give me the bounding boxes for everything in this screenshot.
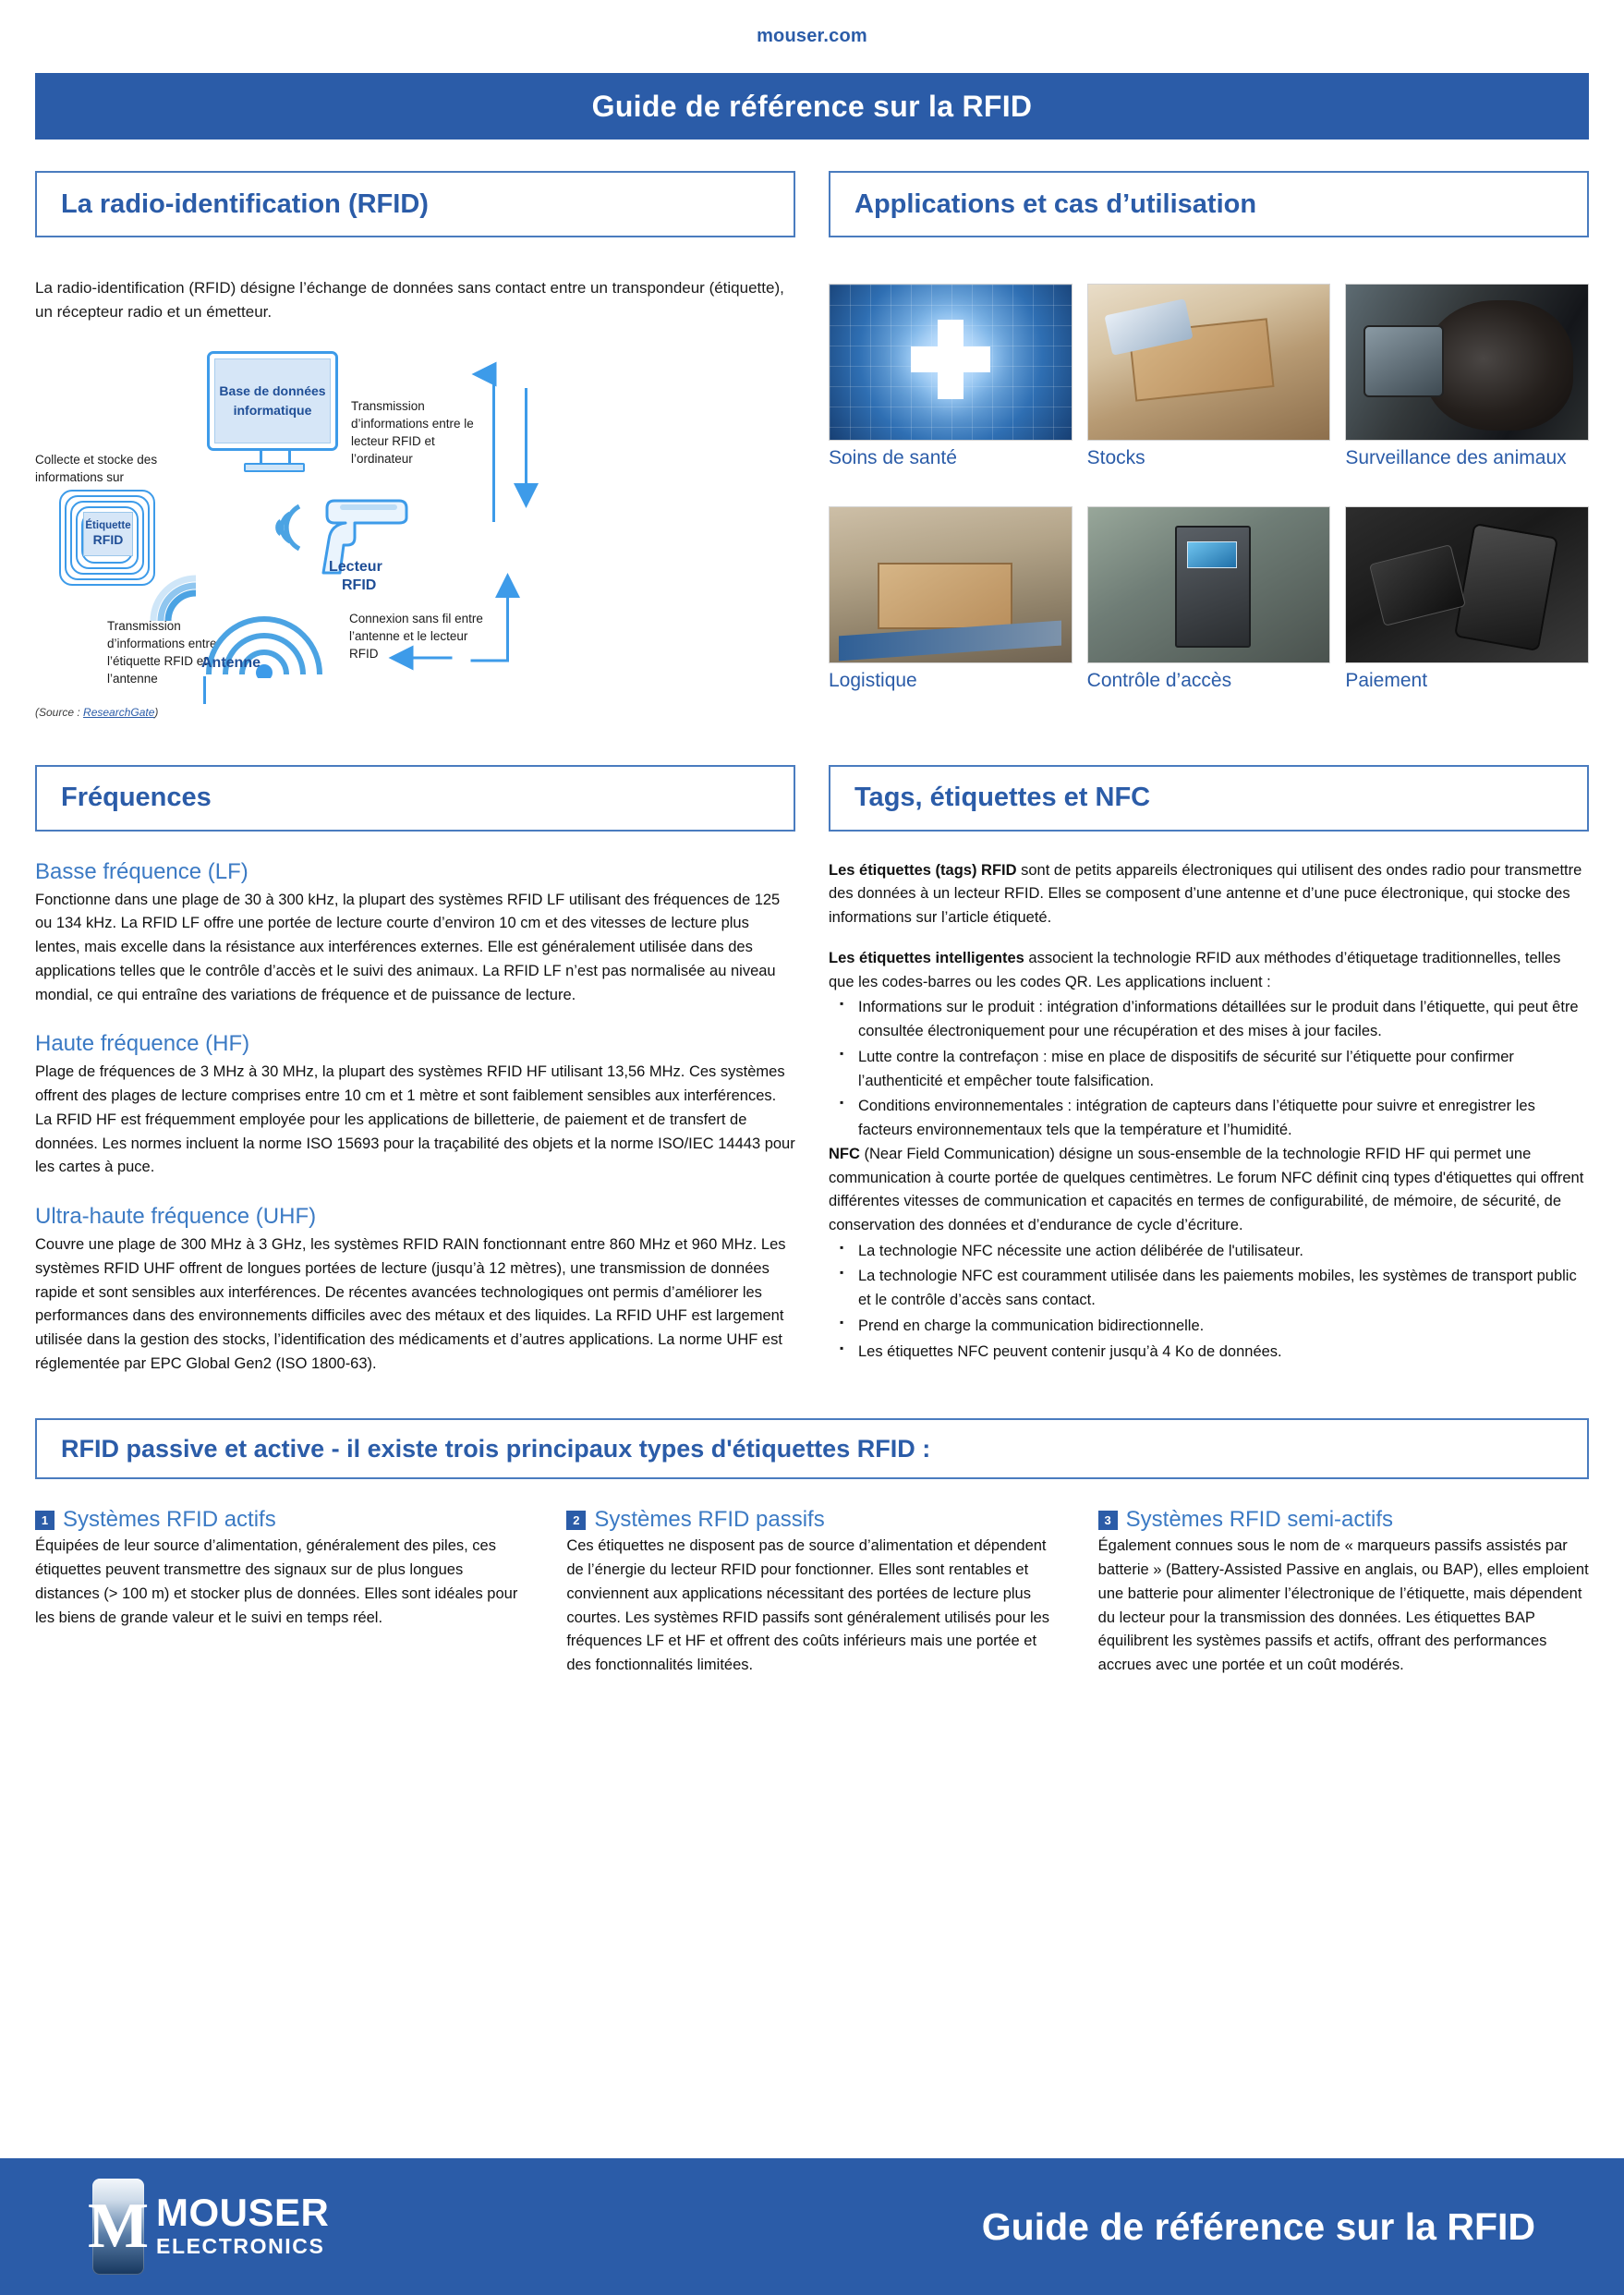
database-screen <box>214 358 331 443</box>
mouser-logo-mark-icon: M <box>92 2179 144 2275</box>
application-label: Soins de santé <box>829 447 957 468</box>
tags-nfc-section-title: Tags, étiquettes et NFC <box>854 783 1151 813</box>
type-header-passive <box>566 1507 1057 1533</box>
tags-nfc-section-header <box>829 765 1589 832</box>
application-label: Surveillance des animaux <box>1345 447 1567 468</box>
type-title: Systèmes RFID passifs <box>594 1507 825 1533</box>
frequencies-section-header <box>35 765 795 832</box>
page-title: Guide de référence sur la RFID <box>591 89 1033 123</box>
list-item: ▪ Lutte contre la contrefaçon : mise en place de dispositifs de sécurité sur l’étiquette pour confirmer l’authenticité et empêcher toute falsification. <box>829 1046 1589 1093</box>
antenna-mast <box>203 676 206 704</box>
type-number-badge: 3 <box>1098 1511 1118 1530</box>
diagram-source-note <box>35 706 158 719</box>
smart-tag-bullets <box>829 996 1589 1142</box>
source-suffix: ) <box>154 705 159 719</box>
logistics-photo <box>829 506 1073 663</box>
reader-label <box>329 558 382 597</box>
access-control-photo <box>1087 506 1331 663</box>
application-card-logistics <box>829 506 1073 694</box>
frequency-title-hf: Haute fréquence (HF) <box>35 1031 250 1057</box>
mouser-logo-subtitle: ELECTRONICS <box>156 2234 325 2259</box>
nfc-bold: NFC <box>829 1145 860 1162</box>
top-columns <box>35 171 1589 721</box>
type-number-badge: 2 <box>566 1511 586 1530</box>
list-item: ▪ La technologie NFC est couramment utilisée dans les paiements mobiles, les systèmes de transport public et le contrôle d’accès sans contact. <box>829 1265 1589 1312</box>
mouser-logo-name: MOUSER <box>156 2190 330 2234</box>
application-label: Stocks <box>1086 447 1145 468</box>
page-footer <box>0 2158 1624 2295</box>
rfid-tag-icon <box>59 490 155 586</box>
application-label: Logistique <box>829 670 917 691</box>
frequency-text-uhf: Couvre une plage de 300 MHz à 3 GHz, les systèmes RFID RAIN fonctionnant entre 860 MHz et 960 MHz. Les systèmes RFID UHF offrent de longues portées de lecture (jusqu’à 12 mètres), une transmission de données rapide et sont sensibles aux interférences. De récentes avancées technologiques ont permis d’améliorer les performances dans des environnements difficiles avec des métaux et des liquides. La RFID UHF est largement utilisée dans la gestion des stocks, l’identification des médicaments et d’autres applications. La norme UHF est réglementée par EPC Global Gen2 (ISO 1800-63). <box>35 1236 786 1372</box>
monitor-stand-icon <box>207 451 338 471</box>
note-collect-store: Collecte et stocke des informations sur <box>35 452 158 484</box>
types-section-title: RFID passive et active - il existe trois principaux types d'étiquettes RFID : <box>61 1434 931 1463</box>
mid-columns <box>35 765 1589 1377</box>
application-label: Paiement <box>1345 670 1428 691</box>
type-text: Équipées de leur source d’alimentation, généralement des piles, ces étiquettes peuvent transmettre des signaux sur de plus longues distances (> 100 m) et stocker plus de données. Elles sont idéales pour les biens de grande valeur et le suivi en temps réel. <box>35 1537 518 1626</box>
mouser-logo-text <box>156 2190 330 2260</box>
footer-title: Guide de référence sur la RFID <box>981 2204 1535 2248</box>
application-card-access <box>1087 506 1331 694</box>
application-label: Contrôle d’accès <box>1086 670 1232 691</box>
types-section-header <box>35 1418 1589 1479</box>
rfid-diagram <box>35 333 795 721</box>
database-monitor-icon <box>207 351 338 451</box>
type-text: Ces étiquettes ne disposent pas de source d’alimentation et dépendent de l’énergie du lecteur RFID pour fonctionner. Elles sont rentables et conviennent aux applications nécessitant des portées de lecture plus courtes. Les systèmes RFID passifs sont généralement utilisés pour les fréquences LF et HF et offrent des coûts inférieurs mais une portée et des fonctionnalités limitées. <box>566 1537 1050 1674</box>
database-label-line2: informatique <box>233 402 312 418</box>
type-column-active <box>35 1507 526 1677</box>
frequency-text-hf: Plage de fréquences de 3 MHz à 30 MHz, la plupart des systèmes RFID HF utilisant 13,56 MHz. Ces systèmes offrent des plages de lecture comprises entre 10 cm et 1 mètre et sont faiblement sensibles aux interférences. La RFID HF est fréquemment employée pour les applications de billetterie, de paiement et de transfert de données. Les normes incluent la norme ISO 15693 pour la traçabilité des objets et la norme ISO/IEC 14443 pour les cartes à puce. <box>35 1063 795 1176</box>
frequencies-section-title: Fréquences <box>61 783 212 813</box>
application-card-payment <box>1345 506 1589 694</box>
reader-signal-waves-icon <box>268 501 307 554</box>
nfc-paragraph <box>829 1143 1589 1238</box>
tags-nfc-column <box>829 765 1589 1377</box>
types-columns <box>35 1507 1589 1677</box>
list-item: ▪ Informations sur le produit : intégration d’informations détaillées sur le produit dans l’étiquette, qui peut être consultée électroniquement pour une récupération et des mises à jour faciles. <box>829 996 1589 1043</box>
mouser-logo <box>87 2179 330 2275</box>
application-card-healthcare <box>829 284 1073 495</box>
tags-paragraph-2 <box>829 947 1589 994</box>
reader-label-line2: RFID <box>342 577 377 594</box>
rfid-intro-text: La radio-identification (RFID) désigne l’échange de données sans contact entre un transpondeur (étiquette), un récepteur radio et un émetteur. <box>35 279 784 322</box>
frequency-text-lf: Fonctionne dans une plage de 30 à 300 kHz, la plupart des systèmes RFID LF utilisant des fréquences de 125 ou 134 kHz. La RFID LF offre une portée de lecture courte d’environ 10 cm et des vitesses de lecture plus lentes, mais excelle dans la résistance aux interférences externes. Elle est généralement utilisée dans des applications telles que le contrôle d’accès et le suivi des animaux. La RFID LF n’est pas normalisée au niveau mondial, ce qui entraîne des variations de fréquence et de puissance de lecture. <box>35 891 781 1003</box>
application-card-inventory <box>1087 284 1331 495</box>
tags-p1-rest: sont de petits appareils électroniques qui utilisent des ondes radio pour transmettre des données à un lecteur RFID. Elles se composent d’une antenne et d’une puce électronique, qui stocke des informations sur l’article étiqueté. <box>829 861 1582 927</box>
applications-section-header <box>829 171 1589 237</box>
type-header-semi-active <box>1098 1507 1589 1533</box>
rfid-section-title: La radio-identification (RFID) <box>61 188 429 219</box>
database-label-line1: Base de données <box>219 383 326 399</box>
list-item: ▪ La technologie NFC nécessite une action délibérée de l'utilisateur. <box>829 1240 1589 1264</box>
healthcare-photo <box>829 284 1073 441</box>
inventory-photo <box>1087 284 1331 441</box>
type-title: Systèmes RFID semi-actifs <box>1125 1507 1394 1533</box>
tags-p2-rest: associent la technologie RFID aux méthodes d’étiquetage traditionnelles, telles que les codes-barres ou les codes QR. Les applications incluent : <box>829 949 1561 990</box>
frequency-title-uhf: Ultra-haute fréquence (UHF) <box>35 1204 317 1230</box>
nfc-bullets <box>829 1240 1589 1365</box>
note-tag-antenna: Transmission d’informations entre l’étiquette RFID et l’antenne <box>107 618 217 686</box>
rfid-section-header <box>35 171 795 237</box>
reader-label-line1: Lecteur <box>329 558 382 575</box>
tags-p2-bold: Les étiquettes intelligentes <box>829 949 1024 966</box>
payment-photo <box>1345 506 1589 663</box>
applications-column <box>829 171 1589 721</box>
note-wireless-connection: Connexion sans fil entre l’antenne et le lecteur RFID <box>349 611 483 661</box>
nfc-rest: (Near Field Communication) désigne un sous-ensemble de la technologie RFID HF qui permet une communication à courte portée de quelques centimètres. Le forum NFC définit cinq types d'étiquettes qui offrent différentes vitesses de communication et capacités en termes de configurabilité, de mémoire, de sécurité, de conservation des données et d’endurance de cycle d’écriture. <box>829 1145 1584 1233</box>
mouser-url: mouser.com <box>757 26 867 46</box>
applications-section-title: Applications et cas d’utilisation <box>854 188 1257 219</box>
rfid-tag-chip <box>83 512 133 556</box>
tag-label-line1: Étiquette <box>85 519 131 531</box>
applications-grid <box>829 284 1589 694</box>
type-title: Systèmes RFID actifs <box>63 1507 276 1533</box>
frequencies-column <box>35 765 795 1377</box>
type-column-passive <box>566 1507 1057 1677</box>
source-prefix: (Source : <box>35 705 84 719</box>
note-reader-computer: Transmission d’informations entre le lecteur RFID et l’ordinateur <box>351 398 474 467</box>
main-title-bar <box>35 73 1589 140</box>
type-header-active <box>35 1507 526 1533</box>
list-item: ▪ Les étiquettes NFC peuvent contenir jusqu’à 4 Ko de données. <box>829 1341 1589 1365</box>
tag-label-line2: RFID <box>92 532 124 548</box>
type-column-semi-active <box>1098 1507 1589 1677</box>
list-item: ▪ Conditions environnementales : intégration de capteurs dans l’étiquette pour suivre et enregistrer les facteurs environnementaux tels que la température et l’humidité. <box>829 1095 1589 1142</box>
rfid-column <box>35 171 795 721</box>
animal-tracking-photo <box>1345 284 1589 441</box>
tags-paragraph-1 <box>829 859 1589 930</box>
type-number-badge: 1 <box>35 1511 55 1530</box>
tags-p1-bold: Les étiquettes (tags) RFID <box>829 861 1017 879</box>
source-link[interactable]: ResearchGate <box>83 705 155 719</box>
frequency-title-lf: Basse fréquence (LF) <box>35 858 248 884</box>
type-text: Également connues sous le nom de « marqueurs passifs assistés par batterie » (Battery-Assisted Passive en anglais, ou BAP), elles emploient une batterie pour alimenter l’électronique de l’étiquette, mais dépendent du lecteur pour la transmission des données. Les étiquettes BAP équilibrent les systèmes passifs et actifs, offrant des performances accrues avec une portée et un coût modérés. <box>1097 1537 1589 1674</box>
application-card-animal <box>1345 284 1589 495</box>
list-item: ▪ Prend en charge la communication bidirectionnelle. <box>829 1315 1589 1339</box>
antenna-label: Antenne <box>201 654 261 671</box>
